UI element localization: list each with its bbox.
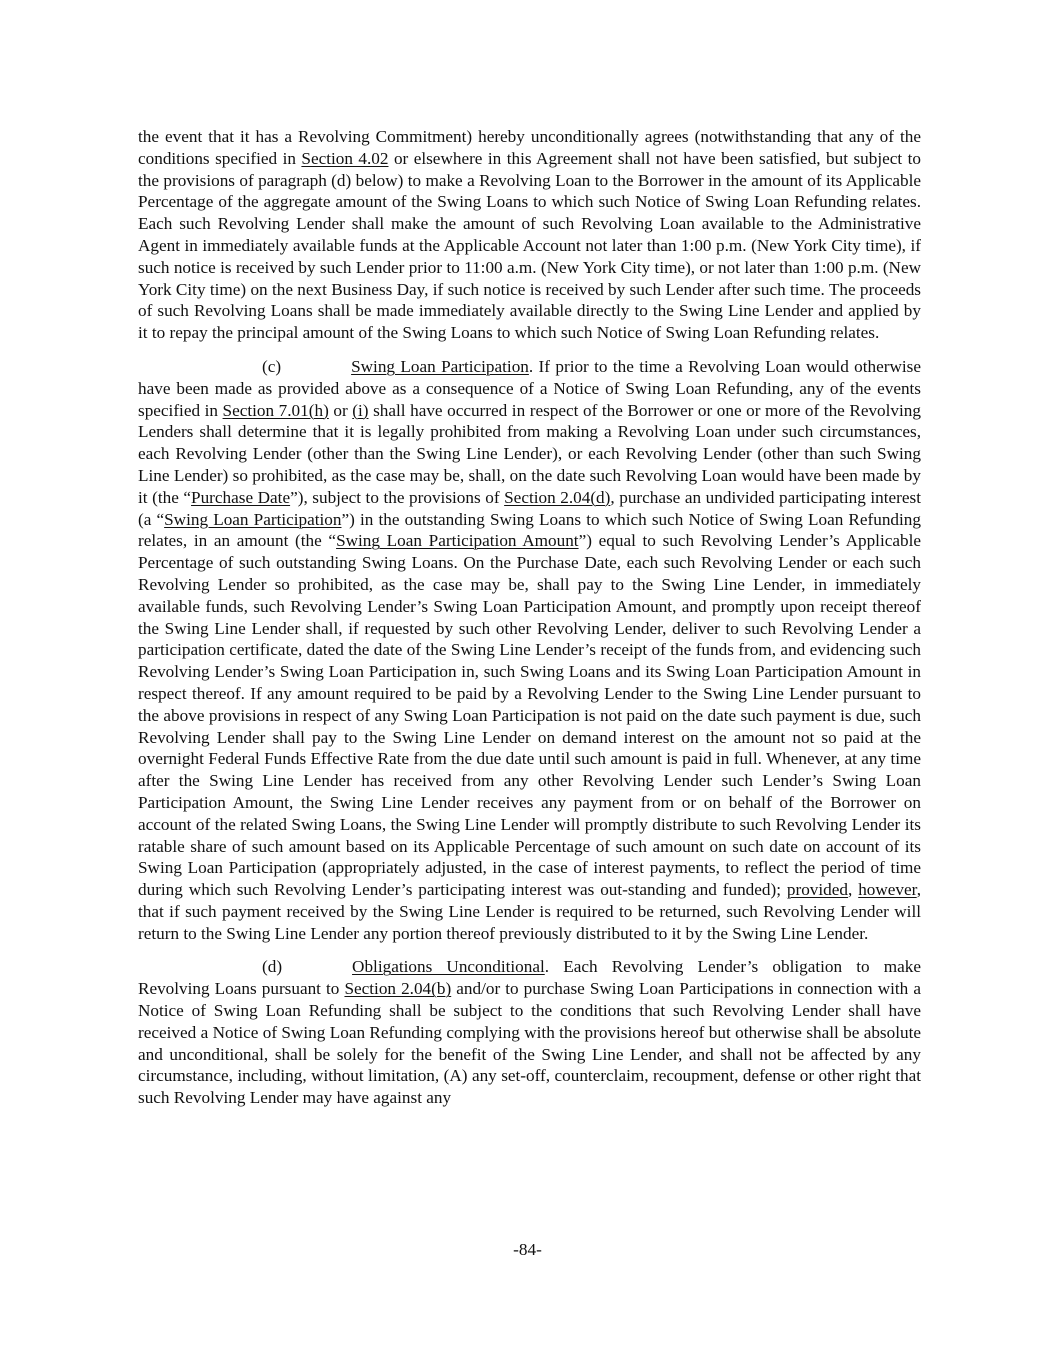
text-run: or elsewhere in this Agreement shall not have been satisfied, but subject to the provisions of paragraph (d) below) to make a Revolving Loan to the Borrower in the amount of its Applicable Percentage of the aggregate amount of the Swing Loans to which such Notice of Swing Loan Refunding relates. Each such Revolving Lender shall make the amount of such Revolving Loan available to the Administrative Agent in immediately available funds at the Applicable Account not later than 1:00 p.m. (New York City time), if such notice is received by such Lender prior to 11:00 a.m. (New York City time), or not later than 1:00 p.m. (New York City time) on the next Business Day, if such notice is received by such Lender after such time. The proceeds of such Revolving Loans shall be made immediately available directly to the Swing Line Lender and applied by it to repay the principal amount of the Swing Loans to which such Notice of Swing Loan Refunding relates. bbox=[138, 148, 921, 343]
page-number: -84- bbox=[513, 1240, 542, 1259]
keyword-however: however bbox=[858, 880, 917, 900]
text-run: and/or to purchase Swing Loan Participations in connection with a Notice of Swing Loan Refunding shall be subject to the conditions that such Revolving Lender shall have received a Notice of Swing Loan Refunding complying with the provisions hereof but otherwise shall be absolute and unconditional, shall be solely for the benefit of the Swing Line Lender, and shall not be affected by any circumstance, including, without limitation, (A) any set-off, counterclaim, recoupment, defense or other right that such Revolving Lender may have against any bbox=[138, 979, 921, 1108]
text-run: ”) in the outstanding Swing Loans to which such Notice of Swing Loan Refunding relates, in an amount (the “ bbox=[138, 509, 921, 551]
text-run: , bbox=[848, 880, 859, 900]
section-reference: Section 4.02 bbox=[301, 148, 389, 168]
section-reference: Section 2.04(d) bbox=[504, 487, 611, 507]
paragraph-b-continued bbox=[138, 126, 921, 344]
text-run: , purchase an undivided participating interest (a “ bbox=[138, 487, 921, 529]
document-page bbox=[138, 126, 921, 1121]
text-run: . If prior to the time a Revolving Loan would otherwise have been made as provided above as a consequence of a Notice of Swing Loan Refunding, any of the events specified in bbox=[138, 356, 921, 420]
paragraph-heading: Obligations Unconditional bbox=[352, 957, 545, 977]
paragraph-label: (c) bbox=[262, 356, 282, 376]
keyword-provided: provided bbox=[786, 880, 848, 900]
text-run: the event that it has a Revolving Commitment) hereby unconditionally agrees (notwithstanding that any of the conditions specified in bbox=[138, 127, 921, 168]
paragraph-d bbox=[138, 956, 921, 1109]
paragraph-label: (d) bbox=[262, 957, 283, 977]
section-reference: Section 2.04(b) bbox=[344, 979, 452, 999]
text-run: shall have occurred in respect of the Borrower or one or more of the Revolving Lenders shall determine that it is legally prohibited from making a Revolving Loan under such circumstances, each Revolving Lender (other than the Swing Line Lender), or each Revolving Lender (other than such Swing Line Lender) so prohibited, as the case may be, shall, on the date such Revolving Loan would have been made by it (the “ bbox=[138, 400, 921, 507]
section-reference: (i) bbox=[352, 400, 369, 420]
text-run: ”), subject to the provisions of bbox=[290, 487, 505, 507]
text-run: . Each Revolving Lender’s obligation to make Revolving Loans pursuant to bbox=[138, 957, 921, 999]
text-run: ”) equal to such Revolving Lender’s Applicable Percentage of such outstanding Swing Loans. On the Purchase Date, each such Revolving Lender or each such Revolving Lender so prohibited, as the case may be, shall pay to the Swing Line Lender, in immediately available funds, such Revolving Lender’s Swing Loan Participation Amount, and promptly upon receipt thereof the Swing Line Lender shall, if requested by such other Revolving Lender, deliver to such Revolving Lender a participation certificate, dated the date of the Swing Line Lender’s receipt of the funds from, and evidencing such Revolving Lender’s Swing Loan Participation in, such Swing Loans and its Swing Loan Participation Amount in respect thereof. If any amount required to be paid by a Revolving Lender to the Swing Line Lender pursuant to the above provisions in respect of any Swing Loan Participation is not paid on the date such payment is due, such Revolving Lender shall pay to the Swing Line Lender on demand interest on the amount not so paid at the overnight Federal Funds Effective Rate from the due date until such amount is paid in full. Whenever, at any time after the Swing Line Lender has received from any other Revolving Lender such Lender’s Swing Loan Participation Amount, the Swing Line Lender receives any payment from or on behalf of the Borrower on account of the related Swing Loans, the Swing Line Lender will promptly distribute to such Revolving Lender its ratable share of such amount based on its Applicable Percentage of such amount on such date on account of its Swing Loan Participation (appropriately adjusted, in the case of interest payments, to reflect the period of time during which such Revolving Lender’s participating interest was out-standing and funded); bbox=[138, 531, 921, 900]
paragraph-c bbox=[138, 356, 921, 945]
section-reference: Section 7.01(h) bbox=[222, 400, 329, 420]
text-run: , that if such payment received by the Swing Line Lender is required to be returned, such Revolving Lender will return to the Swing Line Lender any portion thereof previously distributed to it by the Swing Line Lender. bbox=[138, 880, 921, 943]
defined-term: Swing Loan Participation bbox=[164, 509, 342, 529]
defined-term: Purchase Date bbox=[191, 487, 291, 507]
paragraph-heading: Swing Loan Participation bbox=[351, 356, 529, 376]
text-run: or bbox=[328, 400, 353, 420]
defined-term: Swing Loan Participation Amount bbox=[336, 531, 579, 551]
